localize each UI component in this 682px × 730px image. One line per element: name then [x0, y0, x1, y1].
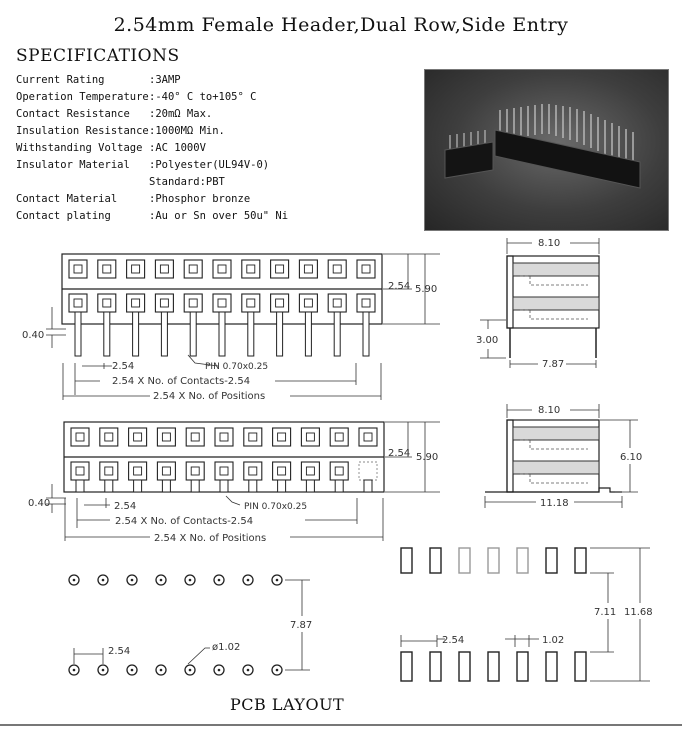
contact-cavity-inner [191, 467, 199, 475]
contact-cavity [69, 294, 87, 312]
contact-tail [220, 480, 228, 492]
contact-tail [76, 480, 84, 492]
product-photo-illustration [425, 70, 668, 230]
spec-row [16, 106, 288, 123]
pcb-hole-center [276, 669, 279, 672]
contact-cavity [186, 428, 204, 446]
contact-cavity-inner [364, 433, 372, 441]
smt-pad [430, 548, 441, 573]
product-photo [424, 69, 669, 231]
contact-cavity-inner [247, 265, 255, 273]
dim-label: 5.90 [416, 452, 439, 463]
spec-row [16, 191, 288, 208]
spec-key: Insulator Material [16, 159, 130, 171]
contact-cavity [244, 462, 262, 480]
contact-tail [105, 480, 113, 492]
contact-tail [364, 480, 372, 492]
smt-pad [488, 652, 499, 681]
contact-cavity [155, 294, 173, 312]
contact-cavity [242, 294, 260, 312]
spec-value: :-40° C to+105° C [149, 91, 257, 103]
contact-pin [277, 312, 283, 356]
contact-tail [306, 480, 314, 492]
pcb-hole-center [189, 669, 192, 672]
contact-cavity [71, 462, 89, 480]
contact-cavity-inner [276, 265, 284, 273]
contact-cavity-inner [191, 433, 199, 441]
contact-cavity-inner [160, 265, 168, 273]
contact-cavity [100, 462, 118, 480]
side-view-2-drawing [470, 398, 650, 518]
contact-cavity [215, 462, 233, 480]
dim-label: ø1.02 [212, 642, 241, 653]
contact-cavity-inner [134, 467, 142, 475]
contact-cavity-inner [218, 299, 226, 307]
contact-cavity [330, 428, 348, 446]
contact-pin [190, 312, 196, 356]
contact-pin [248, 312, 254, 356]
contact-cavity [271, 294, 289, 312]
contact-cavity-inner [76, 433, 84, 441]
contact-cavity-inner [220, 467, 228, 475]
spec-value: :AC 1000V [149, 142, 206, 154]
spec-key: Operation Temperature [16, 91, 149, 103]
smt-pad [575, 548, 586, 573]
spec-row [16, 72, 288, 89]
spec-value: :Polyester(UL94V-0) [149, 159, 270, 171]
smt-pad [546, 548, 557, 573]
dim-label: 7.11 [594, 607, 617, 618]
dim-label: 3.00 [476, 335, 499, 346]
contact-pin [219, 312, 225, 356]
spec-value: :20mΩ Max. [149, 108, 213, 120]
contact-cavity [98, 260, 116, 278]
middle-contacts [71, 428, 377, 492]
smt-pads [401, 548, 586, 681]
contact-cavity-inner [74, 265, 82, 273]
dim-label: 2.54 X No. of Contacts-2.54 [115, 516, 254, 527]
spec-key: Current Rating [16, 74, 105, 86]
dim-label: PIN 0.70x0.25 [205, 362, 269, 372]
smt-pad [401, 548, 412, 573]
contact-cavity [273, 462, 291, 480]
spec-row [16, 89, 288, 106]
specifications-heading: SPECIFICATIONS [16, 46, 180, 66]
spec-value: :3AMP [149, 74, 181, 86]
dim-label: 11.18 [540, 498, 569, 509]
contact-pin [104, 312, 110, 356]
pcb-hole-layout-drawing [40, 560, 340, 690]
contact-cavity-inner [335, 433, 343, 441]
spec-row [16, 140, 288, 157]
contact-tail [134, 480, 142, 492]
spec-row [16, 208, 288, 225]
pcb-hole-center [73, 669, 76, 672]
smt-pad [575, 652, 586, 681]
contact-cavity-inner [362, 265, 370, 273]
top-contacts [69, 260, 375, 356]
contact-tail [191, 480, 199, 492]
pcb-hole-center [160, 669, 163, 672]
dim-label: 2.54 X No. of Contacts-2.54 [112, 376, 251, 387]
dim-label: 2.54 [112, 361, 135, 372]
side-view-1-drawing [470, 230, 650, 370]
dim-label: 0.40 [28, 498, 51, 509]
contact-cavity [129, 428, 147, 446]
contact-cavity [69, 260, 87, 278]
contact-cavity [215, 428, 233, 446]
contact-pin [161, 312, 167, 356]
pcb-holes [69, 575, 282, 675]
smt-pad [517, 652, 528, 681]
smt-pad [430, 652, 441, 681]
contact-pin [305, 312, 311, 356]
contact-cavity-inner [278, 433, 286, 441]
contact-cavity [330, 462, 348, 480]
spec-value: :Au or Sn over 50u" Ni [149, 210, 289, 222]
specifications-list [16, 72, 288, 225]
contact-pin [334, 312, 340, 356]
pcb-hole-center [73, 579, 76, 582]
contact-cavity [100, 428, 118, 446]
bottom-rule [0, 724, 682, 726]
smt-pad [546, 652, 557, 681]
contact-cavity [242, 260, 260, 278]
contact-cavity-inner [162, 433, 170, 441]
spec-key: Contact Material [16, 193, 118, 205]
spec-key: Contact Resistance [16, 108, 130, 120]
contact-cavity [328, 260, 346, 278]
contact-cavity-inner [103, 265, 111, 273]
pcb-hole-center [218, 669, 221, 672]
contact-cavity-inner [306, 433, 314, 441]
pcb-hole-center [276, 579, 279, 582]
contact-cavity-inner [218, 265, 226, 273]
contact-cavity-inner [335, 467, 343, 475]
spec-value: :Phosphor bronze [149, 193, 251, 205]
contact-cavity [357, 294, 375, 312]
contact-tail [335, 480, 343, 492]
dim-label: 6.10 [620, 452, 643, 463]
contact-cavity [359, 428, 377, 446]
dim-label: 7.87 [542, 359, 565, 370]
contact-cavity [127, 294, 145, 312]
contact-cavity [213, 294, 231, 312]
contact-cavity [186, 462, 204, 480]
contact-cavity [157, 462, 175, 480]
spec-key: Withstanding Voltage [16, 142, 143, 154]
dim-label: 2.54 [388, 448, 411, 459]
contact-pin [133, 312, 139, 356]
smt-pad-layout-drawing [380, 535, 682, 695]
contact-cavity [299, 294, 317, 312]
dim-label: 2.54 [442, 635, 465, 646]
contact-pin [363, 312, 369, 356]
dim-label: 1.02 [542, 635, 565, 646]
contact-cavity-inner [189, 265, 197, 273]
contact-cavity-inner [160, 299, 168, 307]
contact-cavity [328, 294, 346, 312]
contact-cavity-inner [76, 467, 84, 475]
smt-pad [488, 548, 499, 573]
dim-label: 0.40 [22, 330, 45, 341]
contact-cavity-inner [132, 299, 140, 307]
contact-cavity [184, 294, 202, 312]
pcb-hole-center [247, 669, 250, 672]
contact-cavity-inner [249, 433, 257, 441]
dim-label: 8.10 [538, 405, 561, 416]
contact-cavity-inner [105, 467, 113, 475]
spec-row [16, 123, 288, 140]
contact-cavity-inner [162, 467, 170, 475]
contact-cavity-inner [103, 299, 111, 307]
contact-cavity [213, 260, 231, 278]
pcb-layout-label: PCB LAYOUT [230, 695, 345, 714]
top-front-view-drawing [0, 245, 438, 410]
spec-key: Insulation Resistance [16, 125, 149, 137]
dim-label: 2.54 X No. of Positions [154, 533, 267, 544]
dim-label: 8.10 [538, 238, 561, 249]
pcb-hole-center [131, 669, 134, 672]
contact-cavity [273, 428, 291, 446]
pcb-hole-center [247, 579, 250, 582]
contact-cavity-hidden [359, 462, 377, 480]
contact-cavity-inner [220, 433, 228, 441]
spec-value: Standard:PBT [149, 176, 225, 188]
contact-cavity-inner [333, 265, 341, 273]
contact-cavity [127, 260, 145, 278]
pcb-hole-center [131, 579, 134, 582]
contact-cavity-inner [276, 299, 284, 307]
contact-cavity-inner [333, 299, 341, 307]
middle-front-view-drawing [0, 418, 439, 548]
contact-cavity-inner [249, 467, 257, 475]
contact-cavity-inner [189, 299, 197, 307]
dim-label: PIN 0.70x0.25 [244, 502, 308, 512]
dim-label: 11.68 [624, 607, 653, 618]
pcb-hole-center [102, 669, 105, 672]
contact-cavity [271, 260, 289, 278]
smt-pad [517, 548, 528, 573]
contact-cavity-inner [362, 299, 370, 307]
contact-cavity-inner [304, 265, 312, 273]
contact-cavity [157, 428, 175, 446]
contact-cavity-inner [278, 467, 286, 475]
contact-cavity [244, 428, 262, 446]
pcb-hole-center [160, 579, 163, 582]
dim-label: 7.87 [290, 620, 313, 631]
dim-label: 2.54 [108, 646, 131, 657]
spec-value: :1000MΩ Min. [149, 125, 225, 137]
page-title: 2.54mm Female Header,Dual Row,Side Entry [113, 14, 569, 36]
pcb-hole-center [102, 579, 105, 582]
contact-cavity-inner [306, 467, 314, 475]
contact-cavity [184, 260, 202, 278]
pcb-hole-center [218, 579, 221, 582]
contact-cavity [155, 260, 173, 278]
contact-cavity-inner [247, 299, 255, 307]
contact-cavity-inner [105, 433, 113, 441]
contact-cavity-inner [74, 299, 82, 307]
dim-label: 2.54 [388, 281, 411, 292]
smt-pad [459, 548, 470, 573]
contact-tail [249, 480, 257, 492]
contact-cavity [301, 428, 319, 446]
contact-tail [278, 480, 286, 492]
smt-pad [459, 652, 470, 681]
contact-cavity [98, 294, 116, 312]
contact-cavity-inner [134, 433, 142, 441]
dim-label: 2.54 [114, 501, 137, 512]
contact-pin [75, 312, 81, 356]
pcb-hole-center [189, 579, 192, 582]
contact-cavity-inner [304, 299, 312, 307]
contact-cavity [357, 260, 375, 278]
spec-row [16, 174, 288, 191]
spec-key: Contact plating [16, 210, 111, 222]
smt-pad [401, 652, 412, 681]
contact-cavity [71, 428, 89, 446]
contact-cavity-inner [132, 265, 140, 273]
dim-label: 5.90 [415, 284, 438, 295]
spec-row [16, 157, 288, 174]
contact-cavity [299, 260, 317, 278]
contact-cavity [129, 462, 147, 480]
dim-label: 2.54 X No. of Positions [153, 391, 266, 402]
contact-cavity [301, 462, 319, 480]
contact-tail [162, 480, 170, 492]
